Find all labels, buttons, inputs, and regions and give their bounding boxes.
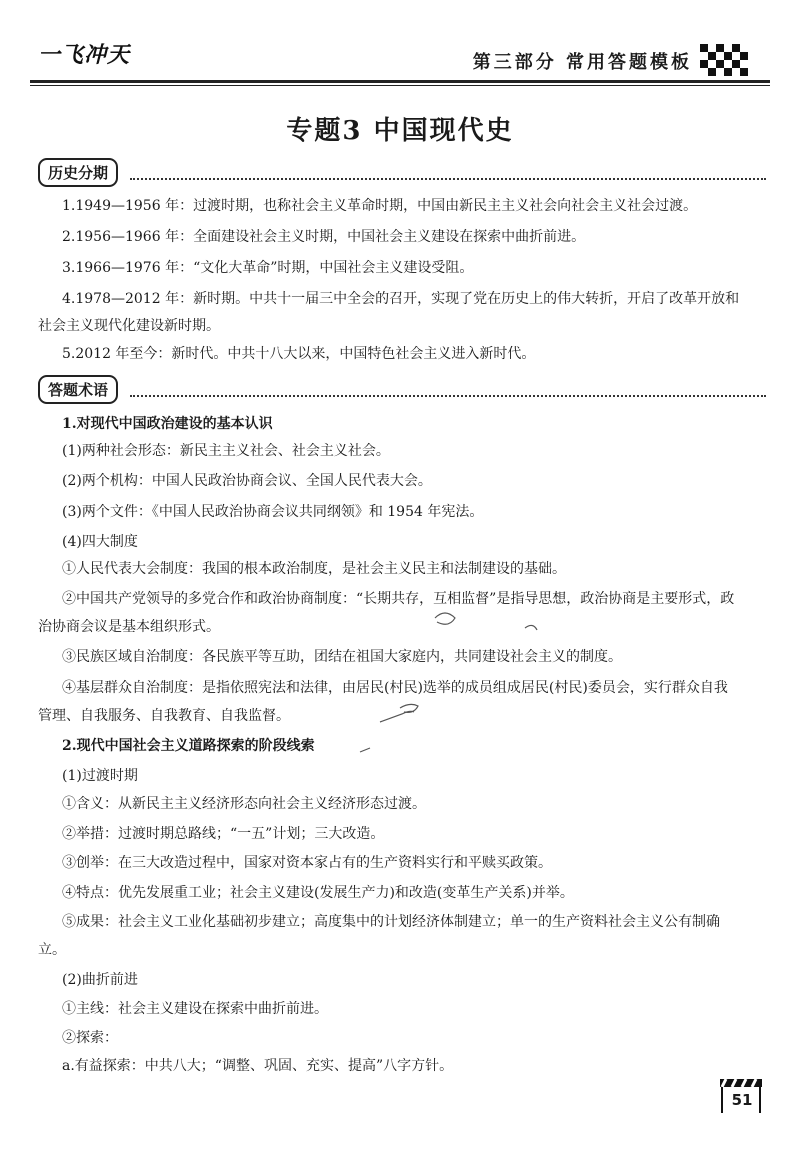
subheading: 2.现代中国社会主义道路探索的阶段线索 xyxy=(62,738,315,754)
list-item: 1.1949—1956 年：过渡时期，也称社会主义革命时期，中国由新民主主义社会向社会主义社会过渡。 xyxy=(62,198,698,214)
list-item-continued: 治协商会议是基本组织形式。 xyxy=(38,619,220,635)
list-item: (3)两个文件：《中国人民政治协商会议共同纲领》和 1954 年宪法。 xyxy=(62,504,484,520)
list-item: ④特点：优先发展重工业；社会主义建设(发展生产力)和改造(变革生产关系)并举。 xyxy=(62,885,574,901)
list-item: (2)两个机构：中国人民政治协商会议、全国人民代表大会。 xyxy=(62,473,432,489)
list-item: ①人民代表大会制度：我国的根本政治制度，是社会主义民主和法制建设的基础。 xyxy=(62,561,566,577)
page-title: 专题3 中国现代史 xyxy=(286,116,514,146)
list-item: ④基层群众自治制度：是指依照宪法和法律，由居民(村民)选举的成员组成居民(村民)委员会，实行群众自我 xyxy=(62,680,728,696)
list-item: ③创举：在三大改造过程中，国家对资本家占有的生产资料实行和平赎买政策。 xyxy=(62,855,552,871)
list-item: ③民族区域自治制度：各民族平等互助，团结在祖国大家庭内，共同建设社会主义的制度。 xyxy=(62,649,622,665)
list-item: (4)四大制度 xyxy=(62,534,138,550)
list-item: a.有益探索：中共八大；“调整、巩固、充实、提高”八字方针。 xyxy=(62,1058,454,1074)
list-item: 3.1966—1976 年：“文化大革命”时期，中国社会主义建设受阻。 xyxy=(62,260,474,276)
dotted-rule xyxy=(130,395,766,397)
list-item: 2.1956—1966 年：全面建设社会主义时期，中国社会主义建设在探索中曲折前进。 xyxy=(62,229,586,245)
header-divider xyxy=(30,80,770,83)
dotted-rule xyxy=(130,178,766,180)
section-label-periods: 历史分期 xyxy=(38,158,118,187)
list-item: 4.1978—2012 年：新时期。中共十一届三中全会的召开，实现了党在历史上的伟大转折，开启了改革开放和 xyxy=(62,291,740,307)
list-item-continued: 管理、自我服务、自我教育、自我监督。 xyxy=(38,708,290,724)
list-item: 5.2012 年至今：新时代。中共十八大以来，中国特色社会主义进入新时代。 xyxy=(62,346,536,362)
list-item-continued: 社会主义现代化建设新时期。 xyxy=(38,318,220,334)
list-item: ②探索： xyxy=(62,1030,118,1046)
page-number: 51 xyxy=(731,1091,753,1109)
pencil-scribble-mark xyxy=(340,600,580,760)
list-item: ②中国共产党领导的多党合作和政治协商制度：“长期共存，互相监督”是指导思想，政治协商是主要形式，政 xyxy=(62,591,735,607)
header-divider-thin xyxy=(30,85,770,86)
section-header-periods xyxy=(38,158,766,188)
list-item: (1)过渡时期 xyxy=(62,768,138,784)
list-item: (2)曲折前进 xyxy=(62,972,138,988)
list-item: ①主线：社会主义建设在探索中曲折前进。 xyxy=(62,1001,328,1017)
list-item-continued: 立。 xyxy=(38,942,66,958)
list-item: ⑤成果：社会主义工业化基础初步建立；高度集中的计划经济体制建立；单一的生产资料社会主义公有制确 xyxy=(62,914,720,930)
page-header xyxy=(0,0,800,90)
section-label-terms: 答题术语 xyxy=(38,375,118,404)
section-header-terms xyxy=(38,375,766,405)
list-item: ②举措：过渡时期总路线；“一五”计划；三大改造。 xyxy=(62,826,385,842)
subheading: 1.对现代中国政治建设的基本认识 xyxy=(62,416,273,432)
part-title: 第三部分 常用答题模板 xyxy=(472,52,692,73)
list-item: (1)两种社会形态：新民主主义社会、社会主义社会。 xyxy=(62,443,390,459)
list-item: ①含义：从新民主主义经济形态向社会主义经济形态过渡。 xyxy=(62,796,426,812)
brand-logo: 一飞冲天 xyxy=(38,43,131,68)
checkerboard-icon xyxy=(700,44,748,78)
